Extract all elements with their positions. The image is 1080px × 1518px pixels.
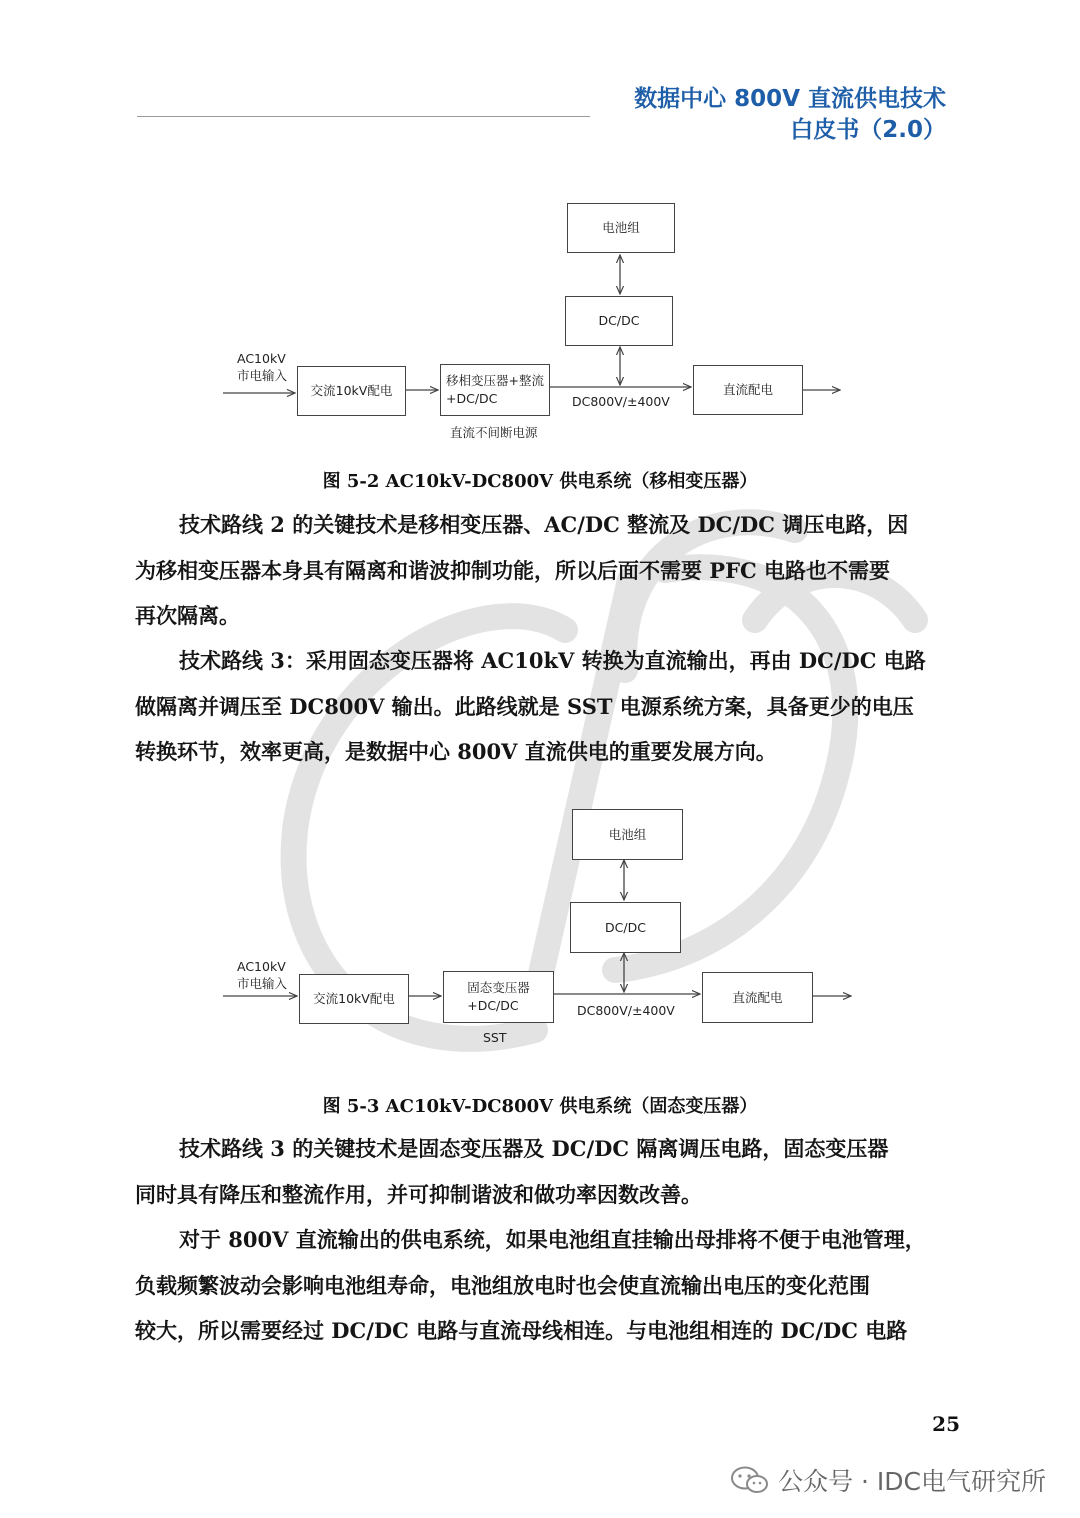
header-title-line2: 白皮书（2.0） <box>790 117 946 143</box>
bus-voltage-label: DC800V/±400V <box>577 1003 675 1018</box>
paragraph-line: 对于 800V 直流输出的供电系统，如果电池组直挂输出母排将不便于电池管理， <box>179 1227 926 1252</box>
dcdc-box <box>565 296 673 346</box>
dc-distribution-label: 直流配电 <box>732 989 783 1005</box>
paragraph-line: 负载频繁波动会影响电池组寿命，电池组放电时也会使直流输出电压的变化范围 <box>135 1272 870 1298</box>
battery-label: 电池组 <box>608 826 647 842</box>
paragraph-line: 技术路线 2 的关键技术是移相变压器、AC/DC 整流及 DC/DC 调压电路，因 <box>179 512 909 537</box>
footer-credit <box>730 1462 1046 1498</box>
input-label <box>237 350 287 384</box>
dcdc-label: DC/DC <box>598 313 640 328</box>
figure-5-3-diagram <box>215 805 875 1050</box>
header-rule <box>137 116 590 117</box>
converter-box <box>440 364 550 416</box>
paragraph-route3-key-tech <box>135 1126 947 1217</box>
paragraph-line: 再次隔离。 <box>135 603 240 628</box>
paragraph-battery-dcdc <box>135 1217 947 1354</box>
converter-sublabel: SST <box>483 1030 507 1045</box>
page-number: 25 <box>932 1412 960 1436</box>
input-label-line2: 市电输入 <box>237 976 288 991</box>
input-label-line1: AC10kV <box>237 351 286 366</box>
dcdc-label: DC/DC <box>605 919 646 935</box>
paragraph-line: 技术路线 3 的关键技术是固态变压器及 DC/DC 隔离调压电路，固态变压器 <box>179 1136 889 1161</box>
wechat-icon <box>730 1465 770 1495</box>
footer-text: 公众号 · IDC电气研究所 <box>778 1467 1046 1496</box>
figure-5-2-diagram <box>215 200 875 445</box>
dcdc-box <box>570 902 681 953</box>
converter-label-line2: +DC/DC <box>467 998 519 1013</box>
converter-sublabel: 直流不间断电源 <box>450 425 538 440</box>
figure-5-2-caption: 图 5-2 AC10kV-DC800V 供电系统（移相变压器） <box>322 471 758 492</box>
input-label-line1: AC10kV <box>237 959 286 974</box>
converter-label-line2: +DC/DC <box>446 391 498 406</box>
ac-distribution-label: 交流10kV配电 <box>310 383 393 398</box>
ac-distribution-box <box>299 974 409 1024</box>
paragraph-route2-key-tech <box>135 502 947 639</box>
dc-distribution-box <box>702 972 813 1023</box>
sst-converter-box <box>443 971 554 1023</box>
paragraph-route3 <box>135 638 947 775</box>
figure-5-3-caption: 图 5-3 AC10kV-DC800V 供电系统（固态变压器） <box>322 1096 758 1117</box>
bus-voltage-label: DC800V/±400V <box>572 394 670 409</box>
paragraph-line: 较大，所以需要经过 DC/DC 电路与直流母线相连。与电池组相连的 DC/DC 电路 <box>135 1318 908 1343</box>
converter-label-line1: 固态变压器 <box>467 980 530 995</box>
paragraph-line: 技术路线 3：采用固态变压器将 AC10kV 转换为直流输出，再由 DC/DC 电路 <box>179 648 926 673</box>
paragraph-line: 为移相变压器本身具有隔离和谐波抑制功能，所以后面不需要 PFC 电路也不需要 <box>135 557 891 583</box>
paragraph-line: 同时具有降压和整流作用，并可抑制谐波和做功率因数改善。 <box>135 1181 702 1207</box>
paragraph-line: 转换环节，效率更高，是数据中心 800V 直流供电的重要发展方向。 <box>135 739 777 764</box>
header-title <box>634 84 946 146</box>
paragraph-line: 做隔离并调压至 DC800V 输出。此路线就是 SST 电源系统方案，具备更少的电压 <box>135 693 914 719</box>
header-title-line1: 数据中心 800V 直流供电技术 <box>634 86 946 112</box>
input-label-line2: 市电输入 <box>237 368 288 383</box>
ac-distribution-label: 交流10kV配电 <box>313 991 395 1006</box>
dc-distribution-label: 直流配电 <box>722 382 773 397</box>
converter-label-line1: 移相变压器+整流 <box>446 373 544 388</box>
battery-box <box>572 809 683 860</box>
battery-box <box>567 203 675 253</box>
input-label <box>237 958 287 992</box>
dc-distribution-box <box>693 365 803 415</box>
ac-distribution-box <box>297 366 406 416</box>
battery-label: 电池组 <box>602 220 640 235</box>
